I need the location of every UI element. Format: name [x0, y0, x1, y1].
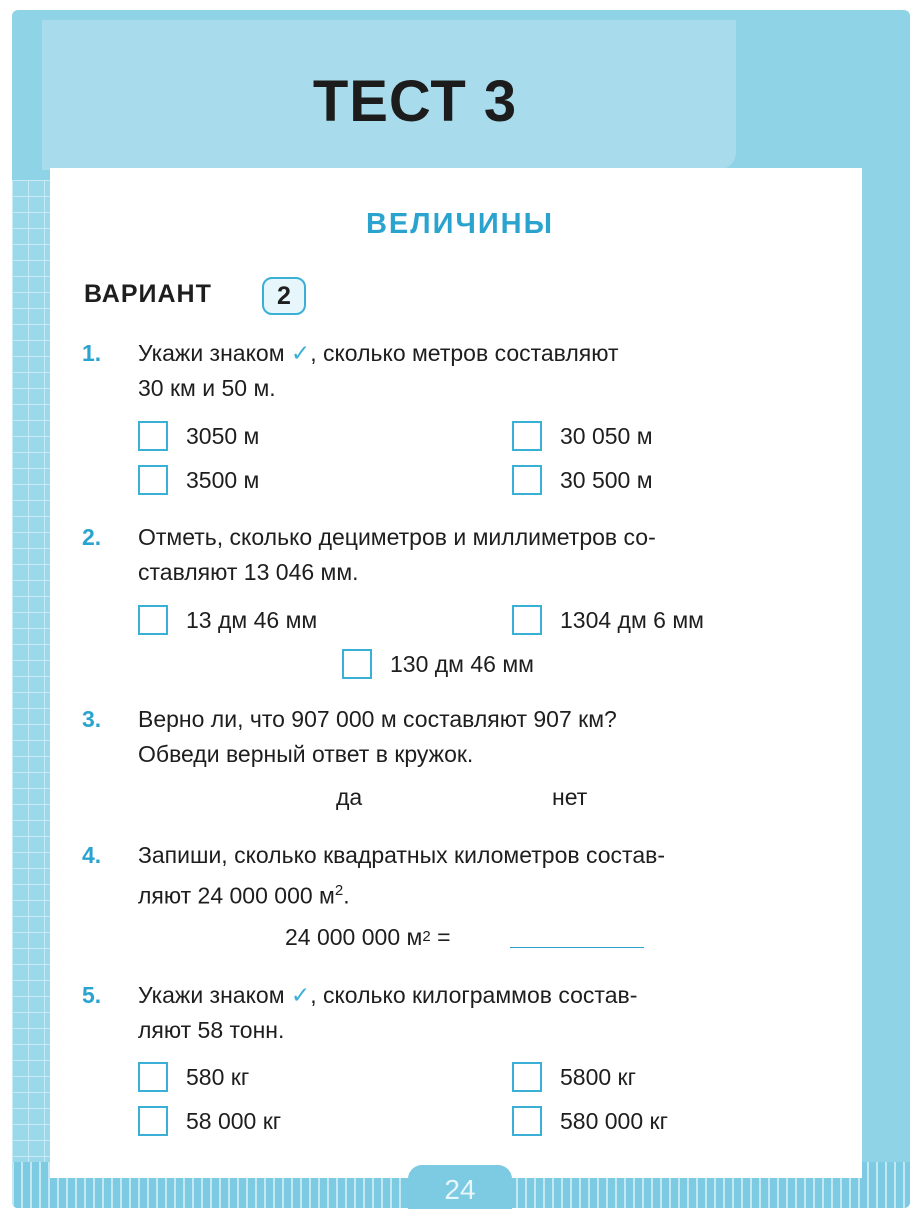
- check-icon: ✓: [290, 982, 311, 1008]
- question-number: 5.: [82, 982, 102, 1008]
- answer-option[interactable]: 13 дм 46 мм: [138, 605, 317, 635]
- question-line: Отметь, сколько дециметров и миллиметров со-: [138, 524, 656, 550]
- answer-yes[interactable]: да: [336, 784, 363, 810]
- answer-option[interactable]: 3050 м: [138, 421, 259, 451]
- checkbox[interactable]: [512, 421, 542, 451]
- checkbox[interactable]: [138, 465, 168, 495]
- question-line: ляют 24 000 000 $м^2$.: [138, 882, 350, 909]
- answer-no[interactable]: нет: [552, 784, 588, 810]
- question-line: Укажи знаком ✓, сколько килограммов состав-: [138, 982, 638, 1008]
- question-text: [138, 336, 848, 406]
- question-line: Обведи верный ответ в кружок.: [138, 741, 474, 767]
- checkbox[interactable]: [138, 1062, 168, 1092]
- variant-number: 2: [262, 277, 306, 315]
- decorative-strip: [12, 180, 54, 1208]
- equation: 24 000 000 м 2 =: [285, 924, 451, 950]
- question-number: 4.: [82, 842, 102, 868]
- test-title: ТЕСТ 3: [312, 69, 518, 134]
- question-text: [138, 838, 848, 914]
- answer-option[interactable]: 3500 м: [138, 465, 259, 495]
- answer-option[interactable]: 580 000 кг: [512, 1106, 668, 1136]
- checkbox[interactable]: [138, 421, 168, 451]
- answer-option[interactable]: 58 000 кг: [138, 1106, 281, 1136]
- checkbox[interactable]: [512, 1106, 542, 1136]
- question-line: Верно ли, что 907 000 м составляют 907 км?: [138, 706, 617, 732]
- answer-option[interactable]: 30 050 м: [512, 421, 653, 451]
- checkbox[interactable]: [138, 1106, 168, 1136]
- checkbox[interactable]: [512, 1062, 542, 1092]
- checkbox[interactable]: [512, 605, 542, 635]
- checkbox[interactable]: [138, 605, 168, 635]
- variant-label: ВАРИАНТ: [84, 280, 212, 308]
- question-line: ляют 58 тонн.: [138, 1017, 285, 1043]
- answer-option[interactable]: 1304 дм 6 мм: [512, 605, 704, 635]
- question-line: Укажи знаком ✓, сколько метров составляют: [138, 340, 619, 366]
- answer-option[interactable]: 130 дм 46 мм: [342, 649, 534, 679]
- checkbox[interactable]: [342, 649, 372, 679]
- answer-option[interactable]: 5800 кг: [512, 1062, 636, 1092]
- checkbox[interactable]: [512, 465, 542, 495]
- question-text: [138, 978, 848, 1048]
- question-number: 1.: [82, 340, 102, 366]
- answer-option[interactable]: 30 500 м: [512, 465, 653, 495]
- question-line: ставляют 13 046 мм.: [138, 559, 359, 585]
- question-text: [138, 702, 848, 772]
- page-number: 24: [408, 1165, 512, 1209]
- answer-blank[interactable]: [510, 947, 644, 948]
- question-number: 3.: [82, 706, 102, 732]
- question-number: 2.: [82, 524, 102, 550]
- question-line: 30 км и 50 м.: [138, 375, 276, 401]
- check-icon: ✓: [290, 340, 311, 366]
- test-subtitle: ВЕЛИЧИНЫ: [365, 208, 555, 240]
- question-text: [138, 520, 848, 590]
- question-line: Запиши, сколько квадратных километров состав-: [138, 842, 665, 868]
- answer-option[interactable]: 580 кг: [138, 1062, 249, 1092]
